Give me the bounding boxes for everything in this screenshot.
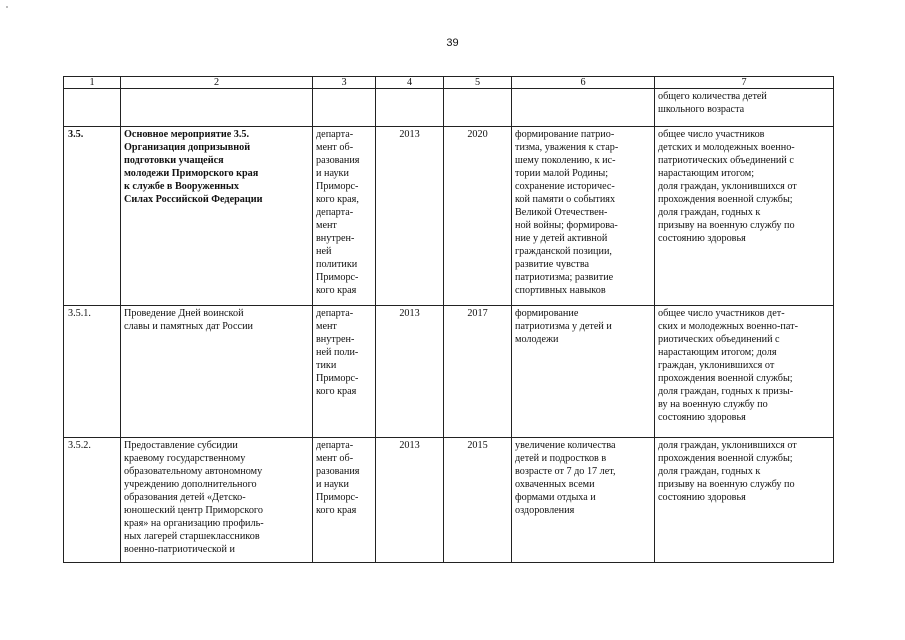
column-header: 4 — [376, 77, 444, 89]
cell-result: формирование патрио- тизма, уважения к стар- шему поколению, к ис- тории малой Родины; сохранение историчес- кой памяти о событиях Великой Отечествен- ной войны; формирова- ние у детей активной гражданской позиции, развитие чувства патриотизма; развитие спортивных навыков — [512, 127, 655, 306]
cell-result: увеличение количества детей и подростков в возрасте от 7 до 17 лет, охваченных всеми формами отдыха и оздоровления — [512, 438, 655, 563]
cell-indicator: доля граждан, уклонившихся от прохождения военной службы; доля граждан, годных к призыву на военную службу по состоянию здоровья — [655, 438, 834, 563]
column-header: 5 — [444, 77, 512, 89]
cell-end-year: 2017 — [444, 306, 512, 438]
cell-indicator: общего количества детей школьного возраста — [655, 89, 834, 127]
cell-start-year: 2013 — [376, 306, 444, 438]
cell-empty — [64, 89, 121, 127]
cell-executor: департа- мент об- разования и науки Приморс- кого края, департа- мент внутрен- ней политики Приморс- кого края — [313, 127, 376, 306]
column-header: 6 — [512, 77, 655, 89]
cell-result: формирование патриотизма у детей и молодежи — [512, 306, 655, 438]
cell-empty — [376, 89, 444, 127]
cell-code: 3.5.2. — [64, 438, 121, 563]
cell-indicator: общее число участников дет- ских и молодежных военно-пат- риотических объединений с нарастающим итогом; доля граждан, уклонившихся от прохождения военной службы; доля граждан, годных к призы- ву на военную службу по состоянию здоровья — [655, 306, 834, 438]
cell-end-year: 2020 — [444, 127, 512, 306]
cell-executor: департа- мент об- разования и науки Приморс- кого края — [313, 438, 376, 563]
cell-indicator: общее число участников детских и молодежных военно- патриотических объединений с нарастающим итогом; доля граждан, уклонившихся от прохождения военной службы; доля граждан, годных к призыву на военную службу по состоянию здоровья — [655, 127, 834, 306]
cell-end-year: 2015 — [444, 438, 512, 563]
program-table — [63, 76, 834, 563]
cell-start-year: 2013 — [376, 438, 444, 563]
cell-code: 3.5.1. — [64, 306, 121, 438]
cell-name: Основное мероприятие 3.5. Организация допризывной подготовки учащейся молодежи Приморского края к службе в Вооруженных Силах Российской Федерации — [121, 127, 313, 306]
scan-dot — [6, 6, 8, 8]
cell-code: 3.5. — [64, 127, 121, 306]
cell-empty — [512, 89, 655, 127]
cell-name: Проведение Дней воинской славы и памятных дат России — [121, 306, 313, 438]
cell-start-year: 2013 — [376, 127, 444, 306]
column-header: 2 — [121, 77, 313, 89]
cell-empty — [313, 89, 376, 127]
table-row — [64, 438, 834, 563]
cell-empty — [444, 89, 512, 127]
column-header: 1 — [64, 77, 121, 89]
cell-empty — [121, 89, 313, 127]
table-row-continuation — [64, 89, 834, 127]
page-number: 39 — [446, 37, 459, 49]
table-row — [64, 306, 834, 438]
table-row — [64, 127, 834, 306]
cell-executor: департа- мент внутрен- ней поли- тики Приморс- кого края — [313, 306, 376, 438]
column-header: 7 — [655, 77, 834, 89]
column-header: 3 — [313, 77, 376, 89]
cell-name: Предоставление субсидии краевому государственному образовательному автономному учреждению дополнительного образования детей «Детско- юношеский центр Приморского края» на организацию профиль- ных лагерей старшеклассников военно-патриотической и — [121, 438, 313, 563]
table-header-row — [64, 77, 834, 89]
